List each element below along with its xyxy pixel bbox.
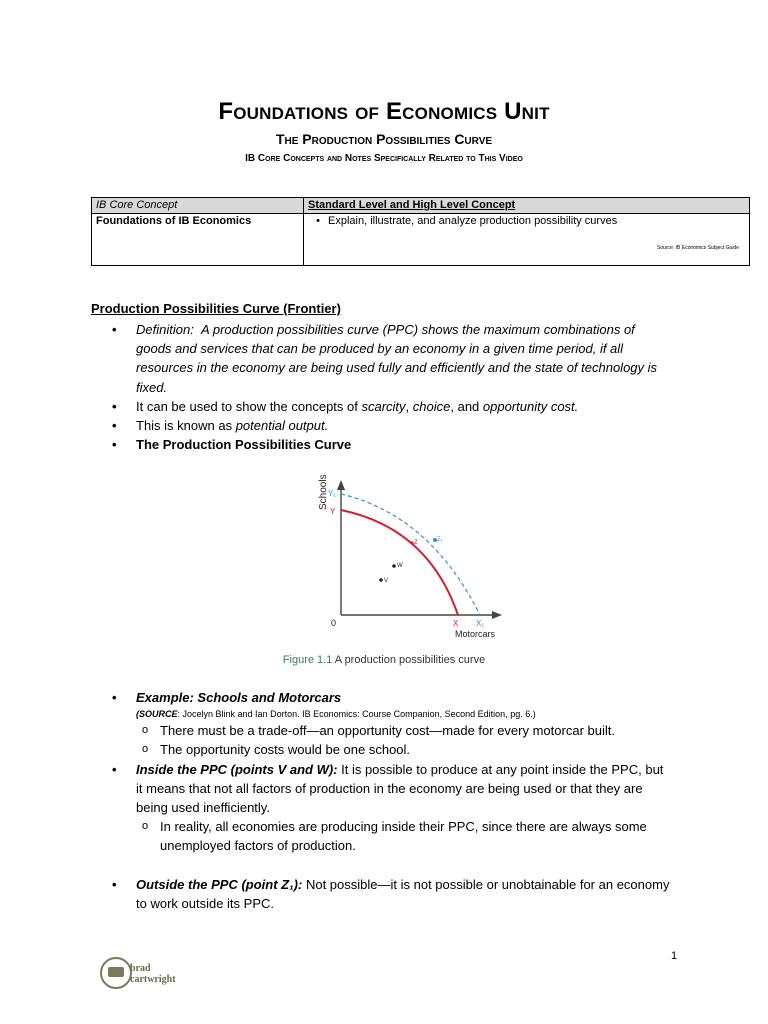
comma-text: , bbox=[405, 398, 413, 414]
source-text: : Jocelyn Blink and Ian Dorton. IB Economics: Course Companion, Second Edition, pg. 6.) bbox=[177, 709, 536, 720]
list-item bbox=[112, 688, 672, 760]
list-item: o In reality, all economies are producing inside their PPC, since there are always some unemployed factors of production. bbox=[136, 817, 672, 855]
concept-table bbox=[91, 197, 750, 266]
list-item bbox=[112, 416, 672, 435]
y-axis-label: Schools bbox=[318, 474, 329, 510]
ppc-subheading: The Production Possibilities Curve bbox=[136, 437, 352, 453]
list-item bbox=[112, 320, 672, 397]
y-axis-arrow bbox=[337, 480, 345, 490]
page-number: 1 bbox=[671, 950, 678, 962]
list-item: o There must be a trade-off—an opportunity cost—made for every motorcar built. bbox=[136, 721, 672, 740]
origin-label: 0 bbox=[331, 618, 337, 628]
label-z1: Z₁ bbox=[437, 537, 443, 543]
logo-text-brad: brad bbox=[130, 963, 151, 974]
inside-text: It is possible to produce at any point inside the PPC, but it means that not all factors of production in the economy are being used or that they are being used inefficiently. bbox=[136, 761, 664, 816]
potential-output-term: potential output. bbox=[235, 418, 329, 434]
list-item bbox=[112, 435, 672, 454]
inside-label: Inside the PPC (points V and W): bbox=[136, 761, 338, 777]
and-text: , and bbox=[450, 398, 483, 414]
section-heading: Production Possibilities Curve (Frontier) bbox=[91, 301, 341, 316]
inside-sub-list bbox=[136, 817, 672, 855]
definition-label: Definition: bbox=[136, 322, 194, 337]
list-item bbox=[112, 760, 672, 856]
label-y1: Y₁ bbox=[328, 489, 337, 498]
logo-emblem bbox=[108, 967, 124, 977]
example-source bbox=[136, 707, 672, 721]
list-item: o The opportunity costs would be one school. bbox=[136, 740, 672, 759]
table-header-level-concept: Standard Level and High Level Concept bbox=[304, 198, 750, 214]
brad-cartwright-logo bbox=[100, 955, 190, 995]
document-subsubtitle: IB Core Concepts and Notes Specifically Related to This Video bbox=[245, 153, 523, 164]
scarcity-term: scarcity bbox=[361, 398, 406, 414]
figure-caption bbox=[0, 654, 768, 666]
figure-caption-text: A production possibilities curve bbox=[332, 654, 486, 666]
concepts-text: It can be used to show the concepts of bbox=[136, 398, 362, 414]
list-item bbox=[112, 875, 672, 913]
opportunity-cost-term: opportunity cost. bbox=[482, 398, 579, 414]
table-cell-bullet: • Explain, illustrate, and analyze production possibility curves Source: IB Economics Subject Guide bbox=[304, 214, 750, 266]
shifted-ppc-curve bbox=[341, 494, 480, 615]
label-z: Z bbox=[414, 540, 418, 546]
definition-text: A production possibilities curve (PPC) shows the maximum combinations of goods and services that can be produced by an economy in a given time period, if all resources in the economy are being used fully and efficiently and the state of technology is fixed. bbox=[136, 322, 658, 395]
example-sub-list bbox=[136, 721, 672, 759]
label-v: V bbox=[384, 578, 389, 584]
known-as-text: This is known as bbox=[136, 418, 236, 434]
x-axis-label: Motorcars bbox=[455, 629, 496, 639]
list-item bbox=[112, 397, 672, 416]
ppc-bullet-list bbox=[112, 320, 672, 454]
outside-label: Outside the PPC (point Z₁): bbox=[136, 876, 303, 892]
point-v bbox=[379, 578, 383, 582]
figure-number: Figure 1.1 bbox=[282, 654, 333, 666]
table-source: Source: IB Economics Subject Guide bbox=[657, 245, 739, 251]
table-cell-concept: Foundations of IB Economics bbox=[92, 214, 304, 266]
label-x: X bbox=[453, 619, 459, 628]
label-w: W bbox=[397, 563, 403, 569]
table-header-core-concept: IB Core Concept bbox=[92, 198, 304, 214]
x-axis-arrow bbox=[492, 611, 502, 619]
document-subtitle: The Production Possibilities Curve bbox=[275, 131, 493, 147]
point-w bbox=[392, 564, 396, 568]
label-y: Y bbox=[330, 507, 336, 516]
table-bullet-text: Explain, illustrate, and analyze production possibility curves bbox=[328, 215, 618, 227]
logo-text-cartwright: cartwright bbox=[130, 974, 176, 985]
document-title: Foundations of Economics Unit bbox=[218, 98, 550, 125]
example-bullet-list bbox=[112, 688, 672, 913]
label-x1: X₁ bbox=[476, 619, 485, 628]
choice-term: choice bbox=[412, 398, 451, 414]
outside-text: Not possible—it is not possible or unobtainable for an economy to work outside its PPC. bbox=[136, 876, 670, 911]
example-label: Example: Schools and Motorcars bbox=[136, 690, 342, 705]
source-label: (SOURCE bbox=[136, 709, 178, 720]
ppc-figure bbox=[310, 470, 510, 645]
